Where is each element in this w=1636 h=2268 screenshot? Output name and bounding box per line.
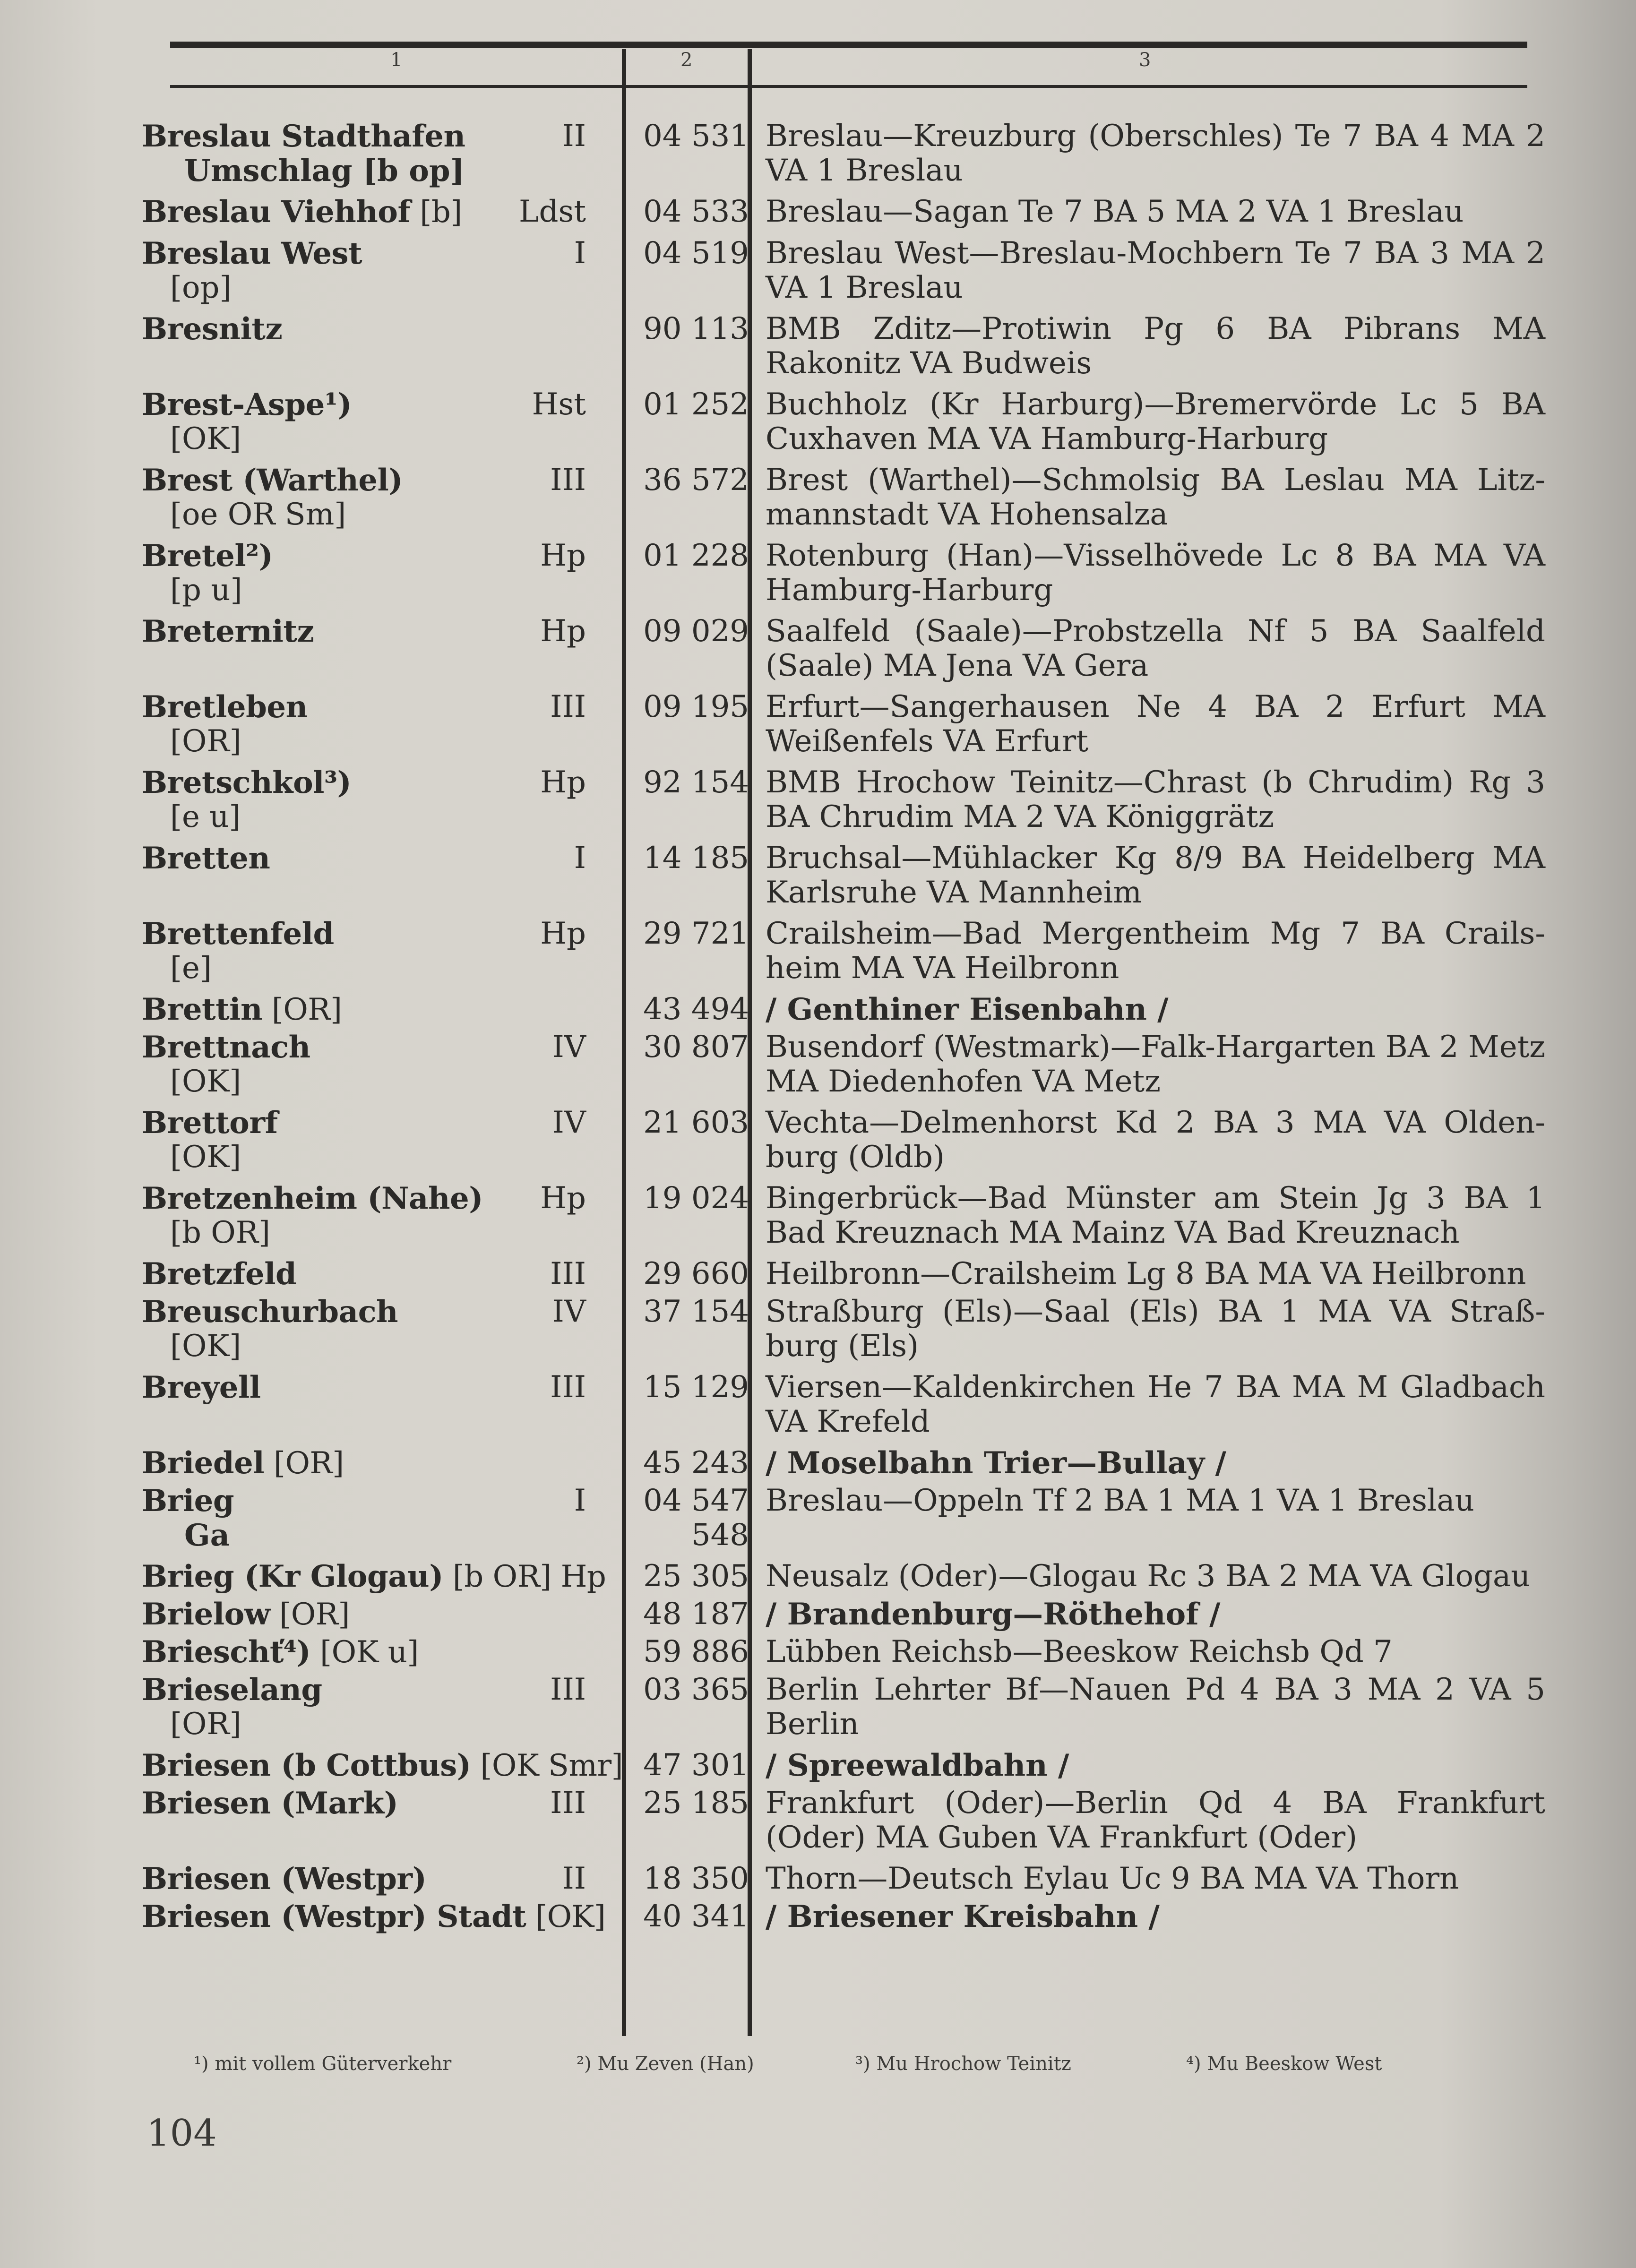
route-info: Lübben Reichsb—Beeskow Reichsb Qd 7 [766, 1634, 1393, 1669]
station-name-text: Bresnitz [142, 311, 283, 347]
route-info: Breslau West—Breslau-Mochbern Te 7 BA 3 MA 2 VA 1 Breslau [766, 236, 1545, 305]
station-name [142, 195, 462, 230]
station-note: Ga [184, 1518, 230, 1553]
column-divider-1 [622, 49, 626, 2036]
station-name [142, 1597, 350, 1632]
column-header-2: 2 [680, 49, 693, 71]
station-name-text: Brest-Aspe¹) [142, 387, 352, 422]
station-name-text: Breuschurbach [142, 1294, 398, 1330]
station-code: 04 533 [643, 194, 749, 229]
station-name-text: Bretten [142, 841, 270, 876]
station-suffix: [OR] [270, 1597, 350, 1632]
station-name [142, 387, 352, 422]
route-info: Erfurt—Sangerhausen Ne 4 BA 2 Erfurt MA Weißenfels VA Erfurt [766, 689, 1545, 759]
station-name [142, 1559, 606, 1594]
station-name-text: Brettorf [142, 1105, 278, 1141]
route-info: Frankfurt (Oder)—Berlin Qd 4 BA Frankfurt (Oder) MA Guben VA Frankfurt (Oder) [766, 1786, 1545, 1855]
station-class: II [562, 119, 586, 154]
station-code: 29 660 [643, 1256, 749, 1291]
station-name-text: Brieselang [142, 1672, 322, 1708]
station-name [142, 1106, 278, 1140]
station-name-text: Bretzfeld [142, 1256, 297, 1292]
station-note: [OK] [170, 1140, 241, 1175]
station-code: 01 228 [643, 538, 749, 573]
station-code: 48 187 [643, 1597, 749, 1632]
station-name-text: Brettnach [142, 1030, 310, 1065]
route-info: Vechta—Delmenhorst Kd 2 BA 3 MA VA Olden-burg (Oldb) [766, 1105, 1545, 1175]
route-info: Viersen—Kaldenkirchen He 7 BA MA M Gladbach VA Krefeld [766, 1370, 1545, 1439]
station-suffix: [OK u] [310, 1635, 419, 1670]
footnote-3: ³) Mu Hrochow Teinitz [855, 2053, 1071, 2075]
station-code: 19 024 [643, 1181, 749, 1216]
column-header-3: 3 [1139, 49, 1151, 71]
page-number: 104 [146, 2112, 217, 2155]
route-info: / Moselbahn Trier—Bullay / [766, 1445, 1226, 1481]
station-suffix: [b] [410, 195, 462, 230]
station-code-secondary: 548 [691, 1518, 749, 1553]
station-class: Hp [540, 1181, 586, 1216]
station-class: III [550, 1256, 586, 1291]
route-info: / Genthiner Eisenbahn / [766, 992, 1169, 1027]
route-info: Crailsheim—Bad Mergentheim Mg 7 BA Crails-heim MA VA Heilbronn [766, 916, 1545, 986]
station-name-text: Briesen (Westpr) Stadt [142, 1899, 526, 1934]
station-suffix: [OR] [264, 1446, 344, 1481]
station-code: 92 154 [643, 765, 749, 800]
station-code: 43 494 [643, 992, 749, 1027]
station-name-text: Breslau Viehhof [142, 194, 411, 230]
station-name [142, 236, 362, 271]
route-info: / Brandenburg—Röthehof / [766, 1597, 1221, 1632]
station-name-text: Brieg (Kr Glogau) [142, 1559, 443, 1594]
station-name [142, 1295, 398, 1329]
station-class: IV [552, 1294, 586, 1329]
route-info: Buchholz (Kr Harburg)—Bremervörde Lc 5 BA Cuxhaven MA VA Hamburg-Harburg [766, 387, 1545, 456]
station-code: 90 113 [643, 311, 749, 346]
station-code: 36 572 [643, 463, 749, 498]
station-code: 03 365 [643, 1672, 749, 1707]
station-note: [e u] [170, 799, 241, 834]
station-code: 09 195 [643, 689, 749, 724]
route-info: Bingerbrück—Bad Münster am Stein Jg 3 BA 1 Bad Kreuznach MA Mainz VA Bad Kreuznach [766, 1181, 1545, 1250]
station-name [142, 463, 403, 498]
station-note: [b OR] [170, 1215, 270, 1250]
station-note: [op] [170, 270, 232, 305]
station-name-text: Brieschť⁴) [142, 1634, 311, 1670]
station-name [142, 917, 334, 951]
station-name-text: Bretzenheim (Nahe) [142, 1181, 483, 1216]
station-name-text: Bretschkol³) [142, 765, 352, 800]
station-name [142, 1635, 419, 1670]
station-class: Hp [540, 538, 586, 573]
route-info: Rotenburg (Han)—Visselhövede Lc 8 BA MA VA Hamburg-Harburg [766, 538, 1545, 608]
station-code: 04 547 [643, 1483, 749, 1518]
station-note: [OK] [170, 1329, 241, 1364]
station-code: 40 341 [643, 1899, 749, 1934]
footnote-1: ¹) mit vollem Güterverkehr [194, 2053, 452, 2075]
station-name [142, 1748, 623, 1783]
station-class: Hp [540, 614, 586, 649]
station-name-text: Breslau Stadthafen [142, 119, 465, 154]
station-name-text: Briesen (Westpr) [142, 1861, 427, 1897]
station-class: I [574, 236, 586, 271]
station-name [142, 1673, 322, 1707]
station-name [142, 1257, 296, 1291]
station-code: 59 886 [643, 1634, 749, 1669]
route-info: Neusalz (Oder)—Glogau Rc 3 BA 2 MA VA Glogau [766, 1559, 1531, 1594]
station-name [142, 1484, 234, 1518]
station-class: IV [552, 1105, 586, 1140]
top-rule [170, 42, 1527, 48]
station-note: [oe OR Sm] [170, 497, 346, 532]
station-name [142, 1786, 398, 1821]
station-code: 18 350 [643, 1861, 749, 1896]
station-class: III [550, 689, 586, 724]
route-info: Straßburg (Els)—Saal (Els) BA 1 MA VA Straß-burg (Els) [766, 1294, 1545, 1364]
route-info: Bruchsal—Mühlacker Kg 8/9 BA Heidelberg MA Karlsruhe VA Mannheim [766, 841, 1545, 910]
column-header-1: 1 [390, 49, 403, 71]
station-class: Hp [540, 765, 586, 800]
route-info: Saalfeld (Saale)—Probstzella Nf 5 BA Saalfeld (Saale) MA Jena VA Gera [766, 614, 1545, 683]
station-class: II [562, 1861, 586, 1896]
station-note: [OK] [170, 1064, 241, 1099]
route-info: BMB Hrochow Teinitz—Chrast (b Chrudim) Rg 3 BA Chrudim MA 2 VA Königgrätz [766, 765, 1545, 834]
station-name-text: Briesen (b Cottbus) [142, 1748, 471, 1783]
station-class: Ldst [518, 194, 586, 229]
station-name [142, 765, 351, 800]
station-name [142, 841, 270, 876]
station-class: I [574, 841, 586, 876]
station-name [142, 690, 308, 724]
station-name-text: Briedel [142, 1445, 265, 1481]
station-code: 01 252 [643, 387, 749, 422]
station-name-text: Breternitz [142, 614, 314, 649]
station-name [142, 614, 314, 649]
route-info: Breslau—Sagan Te 7 BA 5 MA 2 VA 1 Breslau [766, 194, 1464, 229]
route-info: Thorn—Deutsch Eylau Uc 9 BA MA VA Thorn [766, 1861, 1459, 1896]
station-name [142, 312, 282, 346]
station-code: 29 721 [643, 916, 749, 951]
route-info: Brest (Warthel)—Schmolsig BA Leslau MA Litz-mannstadt VA Hohensalza [766, 463, 1545, 532]
header-rule [170, 85, 1527, 88]
route-info: / Spreewaldbahn / [766, 1748, 1069, 1783]
station-name [142, 1181, 483, 1216]
station-name [142, 992, 342, 1027]
station-code: 04 531 [643, 119, 749, 154]
station-class: Hp [540, 916, 586, 951]
station-name [142, 119, 465, 154]
station-name-text: Breslau West [142, 236, 362, 271]
route-info: Breslau—Kreuzburg (Oberschles) Te 7 BA 4 MA 2 VA 1 Breslau [766, 119, 1545, 188]
station-class: III [550, 1786, 586, 1821]
route-info: Berlin Lehrter Bf—Nauen Pd 4 BA 3 MA 2 VA 5 Berlin [766, 1672, 1545, 1742]
station-note: [e] [170, 951, 212, 986]
station-code: 45 243 [643, 1445, 749, 1480]
route-info: Busendorf (Westmark)—Falk-Hargarten BA 2 Metz MA Diedenhofen VA Metz [766, 1030, 1545, 1099]
station-class: III [550, 1672, 586, 1707]
station-code: 09 029 [643, 614, 749, 649]
station-code: 47 301 [643, 1748, 749, 1783]
station-class: IV [552, 1030, 586, 1065]
station-note: [OR] [170, 724, 241, 759]
station-class: III [550, 1370, 586, 1405]
station-code: 25 305 [643, 1559, 749, 1594]
route-info: BMB Zditz—Protiwin Pg 6 BA Pibrans MA Rakonitz VA Budweis [766, 311, 1545, 381]
station-name [142, 1446, 344, 1481]
station-note: [p u] [170, 573, 242, 608]
station-note: Umschlag [b op] [184, 153, 465, 189]
station-code: 15 129 [643, 1370, 749, 1405]
route-info: Heilbronn—Crailsheim Lg 8 BA MA VA Heilbronn [766, 1256, 1526, 1291]
footnote-2: ²) Mu Zeven (Han) [577, 2053, 754, 2075]
station-suffix: [b OR] Hp [443, 1559, 606, 1594]
station-class: I [574, 1483, 586, 1518]
station-name [142, 1862, 426, 1896]
route-info: Breslau—Oppeln Tf 2 BA 1 MA 1 VA 1 Breslau [766, 1483, 1474, 1518]
station-code: 25 185 [643, 1786, 749, 1821]
station-name-text: Brielow [142, 1597, 270, 1632]
station-suffix: [OK] [526, 1899, 606, 1934]
station-name-text: Bretleben [142, 689, 308, 725]
station-name-text: Brieg [142, 1483, 234, 1519]
station-name-text: Brest (Warthel) [142, 463, 403, 498]
station-suffix: [OK Smr] [471, 1748, 623, 1783]
station-name-text: Brettenfeld [142, 916, 334, 952]
station-code: 30 807 [643, 1030, 749, 1065]
station-name [142, 539, 273, 573]
station-code: 14 185 [643, 841, 749, 876]
station-code: 21 603 [643, 1105, 749, 1140]
station-name-text: Brettin [142, 992, 262, 1027]
station-name [142, 1899, 605, 1934]
station-name [142, 1370, 261, 1405]
station-note: [OK] [170, 421, 241, 456]
route-info: / Briesener Kreisbahn / [766, 1899, 1160, 1934]
station-code: 04 519 [643, 236, 749, 271]
station-class: III [550, 463, 586, 498]
station-suffix: [OR] [262, 992, 342, 1027]
station-name-text: Briesen (Mark) [142, 1786, 398, 1821]
station-name-text: Bretel²) [142, 538, 273, 574]
station-code: 37 154 [643, 1294, 749, 1329]
station-class: Hst [532, 387, 586, 422]
station-name-text: Breyell [142, 1370, 261, 1405]
station-note: [OR] [170, 1707, 241, 1742]
station-name [142, 1030, 310, 1065]
footnote-4: ⁴) Mu Beeskow West [1186, 2053, 1382, 2075]
